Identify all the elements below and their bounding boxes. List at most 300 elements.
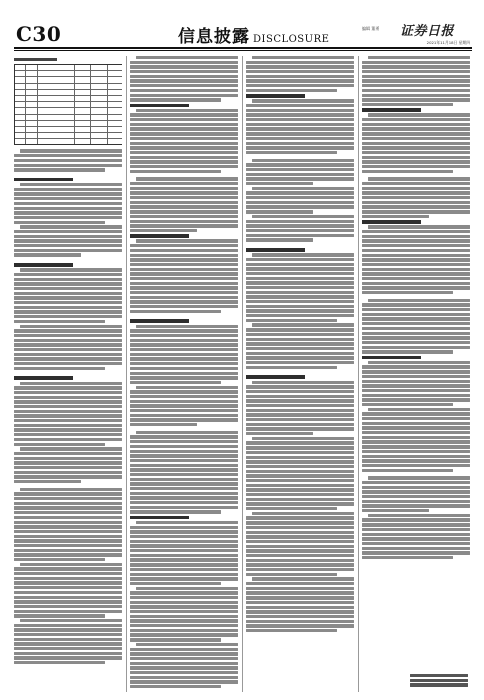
fine-print-line bbox=[362, 187, 470, 190]
fine-print-line bbox=[130, 263, 238, 266]
fine-print-line bbox=[130, 662, 238, 665]
fine-print-line bbox=[130, 215, 238, 218]
fine-print-line bbox=[362, 137, 470, 140]
fine-print-line bbox=[362, 263, 470, 266]
fine-print-line bbox=[362, 336, 470, 339]
fine-print-line bbox=[130, 395, 238, 398]
fine-print-line bbox=[246, 104, 354, 107]
fine-print-line bbox=[362, 89, 470, 92]
fine-print-line bbox=[130, 205, 238, 208]
fine-print-line bbox=[362, 394, 470, 397]
fine-print-line bbox=[130, 657, 238, 660]
fine-print-line bbox=[130, 468, 238, 471]
subheading-bar bbox=[130, 516, 189, 520]
fine-print-line bbox=[130, 137, 238, 140]
fine-print-line bbox=[362, 272, 470, 275]
fine-print-line bbox=[14, 535, 122, 538]
fine-print-line bbox=[130, 577, 238, 580]
table-cell bbox=[15, 77, 26, 82]
fine-print-line bbox=[362, 518, 470, 521]
fine-print-line bbox=[136, 643, 238, 646]
fine-print-line bbox=[14, 506, 122, 509]
table-cell bbox=[108, 90, 122, 95]
fine-print-line bbox=[362, 504, 470, 507]
fine-print-line bbox=[246, 606, 354, 609]
table-cell bbox=[108, 139, 122, 144]
fine-print-line bbox=[14, 207, 122, 210]
disclosure-table bbox=[14, 64, 122, 145]
fine-print-line bbox=[246, 460, 354, 463]
table-cell bbox=[15, 84, 26, 89]
fine-print-line bbox=[362, 422, 470, 425]
fine-print-line bbox=[14, 391, 122, 394]
fine-print-line bbox=[252, 512, 354, 515]
fine-print-line bbox=[130, 440, 238, 443]
fine-print-line bbox=[246, 300, 354, 303]
fine-print-line bbox=[14, 400, 122, 403]
fine-print-line bbox=[252, 187, 354, 190]
fine-print-line bbox=[14, 334, 122, 337]
subheading-bar bbox=[362, 356, 421, 360]
fine-print-line bbox=[246, 549, 354, 552]
table-cell bbox=[75, 139, 91, 144]
fine-print-line bbox=[130, 118, 238, 121]
fine-print-line bbox=[130, 563, 238, 566]
fine-print-line bbox=[14, 530, 122, 533]
fine-print-line bbox=[246, 385, 354, 388]
table-cell bbox=[38, 77, 75, 82]
fine-print-line bbox=[252, 159, 354, 162]
fine-print-line bbox=[246, 446, 354, 449]
fine-print-line bbox=[14, 516, 122, 519]
fine-print-line bbox=[246, 624, 354, 627]
fine-print-line bbox=[362, 210, 470, 213]
fine-print-line bbox=[14, 652, 122, 655]
fine-print-line bbox=[130, 544, 238, 547]
fine-print-line bbox=[130, 305, 238, 308]
fine-print-line bbox=[362, 254, 470, 257]
fine-print-line bbox=[130, 473, 238, 476]
table-cell bbox=[38, 108, 75, 113]
fine-print-line bbox=[362, 182, 470, 185]
table-row bbox=[15, 139, 122, 144]
column-divider bbox=[358, 56, 359, 692]
table-cell bbox=[38, 71, 75, 76]
fine-print-line bbox=[14, 164, 122, 167]
fine-print-line bbox=[130, 165, 238, 168]
fine-print-line bbox=[246, 295, 354, 298]
fine-print-line bbox=[362, 398, 470, 401]
fine-print-line bbox=[246, 272, 354, 275]
fine-print-line bbox=[14, 586, 122, 589]
fine-print-line bbox=[252, 323, 354, 326]
fine-print-line bbox=[130, 151, 238, 154]
fine-print-line bbox=[362, 365, 470, 368]
table-cell bbox=[91, 71, 107, 76]
fine-print-line bbox=[130, 277, 238, 280]
fine-print-line bbox=[362, 523, 470, 526]
section-title-zh: 信息披露 bbox=[178, 27, 250, 47]
fine-print-line bbox=[362, 469, 453, 472]
fine-print-line bbox=[362, 94, 470, 97]
table-cell bbox=[91, 84, 107, 89]
fine-print-line bbox=[246, 451, 354, 454]
fine-print-line bbox=[362, 244, 470, 247]
fine-print-line bbox=[130, 272, 238, 275]
fine-print-line bbox=[130, 414, 238, 417]
fine-print-line bbox=[130, 445, 238, 448]
fine-print-line bbox=[362, 537, 470, 540]
fine-print-line bbox=[130, 300, 238, 303]
fine-print-line bbox=[20, 183, 122, 186]
fine-print-line bbox=[20, 149, 122, 152]
fine-print-line bbox=[246, 333, 354, 336]
fine-print-line bbox=[130, 196, 238, 199]
fine-print-line bbox=[362, 282, 470, 285]
fine-print-line bbox=[130, 182, 238, 185]
fine-print-line bbox=[368, 56, 470, 59]
table-cell bbox=[26, 77, 37, 82]
fine-print-line bbox=[130, 549, 238, 552]
fine-print-line bbox=[130, 680, 238, 683]
fine-print-line bbox=[246, 356, 354, 359]
fine-print-line bbox=[130, 666, 238, 669]
fine-print-line bbox=[136, 109, 238, 112]
fine-print-line bbox=[130, 258, 238, 261]
fine-print-line bbox=[130, 353, 238, 356]
fine-print-line bbox=[130, 450, 238, 453]
subheading-bar bbox=[14, 263, 73, 267]
fine-print-line bbox=[130, 390, 238, 393]
fine-print-line bbox=[362, 341, 470, 344]
paragraph-gap bbox=[14, 258, 122, 261]
fine-print-line bbox=[362, 239, 470, 242]
text-column-3 bbox=[246, 56, 354, 696]
fine-print-line bbox=[14, 357, 122, 360]
table-cell bbox=[75, 108, 91, 113]
fine-print-line bbox=[246, 484, 354, 487]
fine-print-line bbox=[14, 320, 105, 323]
fine-print-line bbox=[368, 476, 470, 479]
fine-print-line bbox=[246, 347, 354, 350]
fine-print-line bbox=[362, 486, 470, 489]
fine-print-line bbox=[362, 132, 470, 135]
fine-print-line bbox=[14, 596, 122, 599]
table-caption-bar bbox=[14, 58, 57, 61]
fine-print-line bbox=[136, 56, 238, 59]
table-cell bbox=[38, 133, 75, 138]
fine-print-line bbox=[362, 380, 470, 383]
fine-print-line bbox=[246, 201, 354, 204]
fine-print-line bbox=[130, 482, 238, 485]
fine-print-line bbox=[14, 296, 122, 299]
fine-print-line bbox=[14, 197, 122, 200]
fine-print-line bbox=[14, 549, 122, 552]
fine-print-line bbox=[246, 361, 354, 364]
fine-print-line bbox=[130, 191, 238, 194]
fine-print-line bbox=[362, 70, 470, 73]
table-cell bbox=[26, 90, 37, 95]
subheading-bar bbox=[130, 319, 189, 323]
fine-print-line bbox=[246, 559, 354, 562]
table-cell bbox=[26, 108, 37, 113]
fine-print-line bbox=[14, 386, 122, 389]
fine-print-line bbox=[362, 156, 470, 159]
fine-print-line bbox=[246, 615, 354, 618]
fine-print-line bbox=[362, 146, 470, 149]
fine-print-line bbox=[246, 65, 354, 68]
fine-print-line bbox=[130, 652, 238, 655]
fine-print-line bbox=[14, 521, 122, 524]
header-rule-thin bbox=[14, 50, 472, 51]
fine-print-line bbox=[362, 481, 470, 484]
fine-print-line bbox=[246, 554, 354, 557]
fine-print-line bbox=[246, 210, 313, 213]
fine-print-line bbox=[130, 142, 238, 145]
fine-print-line bbox=[130, 435, 238, 438]
fine-print-line bbox=[362, 201, 470, 204]
fine-print-line bbox=[246, 75, 354, 78]
fine-print-line bbox=[14, 600, 122, 603]
fine-print-line bbox=[368, 361, 470, 364]
fine-print-line bbox=[130, 357, 238, 360]
table-cell bbox=[26, 84, 37, 89]
fine-print-line bbox=[130, 286, 238, 289]
table-cell bbox=[75, 121, 91, 126]
subheading-bar bbox=[246, 375, 305, 379]
fine-print-line bbox=[20, 382, 122, 385]
fine-print-line bbox=[14, 614, 105, 617]
fine-print-line bbox=[246, 488, 354, 491]
fine-print-line bbox=[14, 329, 122, 332]
fine-print-line bbox=[20, 325, 122, 328]
table-cell bbox=[91, 115, 107, 120]
fine-print-line bbox=[368, 299, 470, 302]
fine-print-line bbox=[130, 291, 238, 294]
fine-print-line bbox=[14, 572, 122, 575]
fine-print-line bbox=[14, 211, 122, 214]
table-cell bbox=[108, 121, 122, 126]
fine-print-line bbox=[14, 188, 122, 191]
subheading-bar bbox=[14, 376, 73, 380]
paragraph-gap bbox=[246, 370, 354, 373]
fine-print-line bbox=[246, 395, 354, 398]
fine-print-line bbox=[362, 450, 470, 453]
fine-print-line bbox=[130, 224, 238, 227]
fine-print-line bbox=[362, 123, 470, 126]
fine-print-line bbox=[130, 201, 238, 204]
fine-print-line bbox=[130, 132, 238, 135]
fine-print-line bbox=[130, 615, 238, 618]
fine-print-line bbox=[130, 367, 238, 370]
fine-print-line bbox=[14, 239, 122, 242]
fine-print-line bbox=[362, 389, 470, 392]
fine-print-line bbox=[14, 192, 122, 195]
fine-print-line bbox=[14, 405, 122, 408]
fine-print-line bbox=[14, 553, 122, 556]
fine-print-line bbox=[14, 249, 122, 252]
fine-print-line bbox=[130, 478, 238, 481]
fine-print-line bbox=[246, 118, 354, 121]
fine-print-line bbox=[362, 556, 453, 559]
fine-print-line bbox=[252, 253, 354, 256]
header-rule bbox=[14, 47, 472, 49]
table-cell bbox=[75, 77, 91, 82]
fine-print-line bbox=[362, 286, 470, 289]
fine-print-line bbox=[246, 418, 354, 421]
text-column-4 bbox=[362, 56, 470, 696]
fine-print-line bbox=[130, 418, 238, 421]
fine-print-line bbox=[246, 404, 354, 407]
table-cell bbox=[15, 133, 26, 138]
fine-print-line bbox=[14, 343, 122, 346]
table-cell bbox=[26, 65, 37, 70]
fine-print-line bbox=[130, 454, 238, 457]
fine-print-line bbox=[362, 426, 470, 429]
fine-print-line bbox=[14, 216, 122, 219]
table-cell bbox=[75, 115, 91, 120]
fine-print-line bbox=[136, 587, 238, 590]
fine-print-line bbox=[14, 235, 122, 238]
fine-print-line bbox=[246, 545, 354, 548]
fine-print-line bbox=[362, 277, 470, 280]
fine-print-line bbox=[14, 452, 122, 455]
fine-print-line bbox=[130, 61, 238, 64]
table-cell bbox=[26, 139, 37, 144]
fine-print-line bbox=[246, 409, 354, 412]
subheading-bar bbox=[362, 108, 421, 112]
fine-print-line bbox=[14, 591, 122, 594]
fine-print-line bbox=[130, 79, 238, 82]
fine-print-line bbox=[130, 127, 238, 130]
fine-print-line bbox=[14, 661, 105, 664]
fine-print-line bbox=[14, 605, 122, 608]
fine-print-line bbox=[362, 542, 470, 545]
signature-block bbox=[410, 674, 468, 688]
table-cell bbox=[91, 108, 107, 113]
fine-print-line bbox=[362, 65, 470, 68]
subheading-bar bbox=[246, 248, 305, 252]
table-cell bbox=[38, 90, 75, 95]
fine-print-line bbox=[246, 224, 354, 227]
fine-print-line bbox=[362, 191, 470, 194]
fine-print-line bbox=[14, 471, 122, 474]
fine-print-line bbox=[246, 502, 354, 505]
fine-print-line bbox=[20, 225, 122, 228]
fine-print-line bbox=[362, 151, 470, 154]
page-header bbox=[14, 10, 472, 48]
fine-print-line bbox=[246, 399, 354, 402]
fine-print-line bbox=[130, 229, 197, 232]
fine-print-line bbox=[130, 501, 238, 504]
fine-print-line bbox=[130, 160, 238, 163]
text-column-1 bbox=[14, 56, 122, 696]
fine-print-line bbox=[14, 633, 122, 636]
fine-print-line bbox=[246, 465, 354, 468]
table-cell bbox=[108, 108, 122, 113]
fine-print-line bbox=[14, 306, 122, 309]
fine-print-line bbox=[362, 551, 470, 554]
fine-print-line bbox=[362, 230, 470, 233]
table-cell bbox=[108, 115, 122, 120]
fine-print-line bbox=[130, 535, 238, 538]
fine-print-line bbox=[14, 466, 122, 469]
fine-print-line bbox=[362, 350, 453, 353]
subheading-bar bbox=[362, 220, 421, 224]
fine-print-line bbox=[246, 177, 354, 180]
fine-print-line bbox=[362, 440, 470, 443]
fine-print-line bbox=[362, 509, 429, 512]
fine-print-line bbox=[362, 170, 453, 173]
table-cell bbox=[38, 96, 75, 101]
fine-print-line bbox=[246, 591, 354, 594]
fine-print-line bbox=[362, 495, 470, 498]
fine-print-line bbox=[14, 230, 122, 233]
fine-print-line bbox=[14, 353, 122, 356]
table-cell bbox=[26, 102, 37, 107]
fine-print-line bbox=[368, 177, 470, 180]
fine-print-line bbox=[246, 267, 354, 270]
fine-print-line bbox=[130, 676, 238, 679]
fine-print-line bbox=[246, 191, 354, 194]
fine-print-line bbox=[246, 229, 354, 232]
fine-print-line bbox=[362, 313, 470, 316]
fine-print-line bbox=[130, 339, 238, 342]
fine-print-line bbox=[136, 239, 238, 242]
fine-print-line bbox=[246, 526, 354, 529]
fine-print-line bbox=[362, 249, 470, 252]
fine-print-line bbox=[14, 367, 105, 370]
fine-print-line bbox=[14, 624, 122, 627]
fine-print-line bbox=[368, 408, 470, 411]
fine-print-line bbox=[246, 173, 354, 176]
table-cell bbox=[26, 121, 37, 126]
fine-print-line bbox=[246, 479, 354, 482]
fine-print-line bbox=[246, 516, 354, 519]
fine-print-line bbox=[246, 573, 337, 576]
fine-print-line bbox=[20, 268, 122, 271]
fine-print-line bbox=[362, 445, 470, 448]
fine-print-line bbox=[14, 424, 122, 427]
fine-print-line bbox=[246, 305, 354, 308]
fine-print-line bbox=[14, 362, 122, 365]
fine-print-line bbox=[246, 521, 354, 524]
fine-print-line bbox=[362, 258, 470, 261]
fine-print-line bbox=[130, 75, 238, 78]
fine-print-line bbox=[130, 334, 238, 337]
fine-print-line bbox=[246, 196, 354, 199]
table-cell bbox=[15, 65, 26, 70]
fine-print-line bbox=[246, 286, 354, 289]
fine-print-line bbox=[130, 404, 238, 407]
fine-print-line bbox=[14, 315, 122, 318]
fine-print-line bbox=[14, 544, 122, 547]
fine-print-line bbox=[252, 437, 354, 440]
table-cell bbox=[91, 65, 107, 70]
fine-print-line bbox=[246, 413, 354, 416]
fine-print-line bbox=[14, 511, 122, 514]
fine-print-line bbox=[130, 146, 238, 149]
fine-print-line bbox=[130, 343, 238, 346]
fine-print-line bbox=[362, 436, 470, 439]
fine-print-line bbox=[362, 127, 470, 130]
signature-line bbox=[410, 674, 468, 677]
fine-print-line bbox=[362, 403, 453, 406]
fine-print-line bbox=[14, 253, 81, 256]
fine-print-line bbox=[130, 648, 238, 651]
fine-print-line bbox=[246, 84, 354, 87]
fine-print-line bbox=[246, 291, 354, 294]
